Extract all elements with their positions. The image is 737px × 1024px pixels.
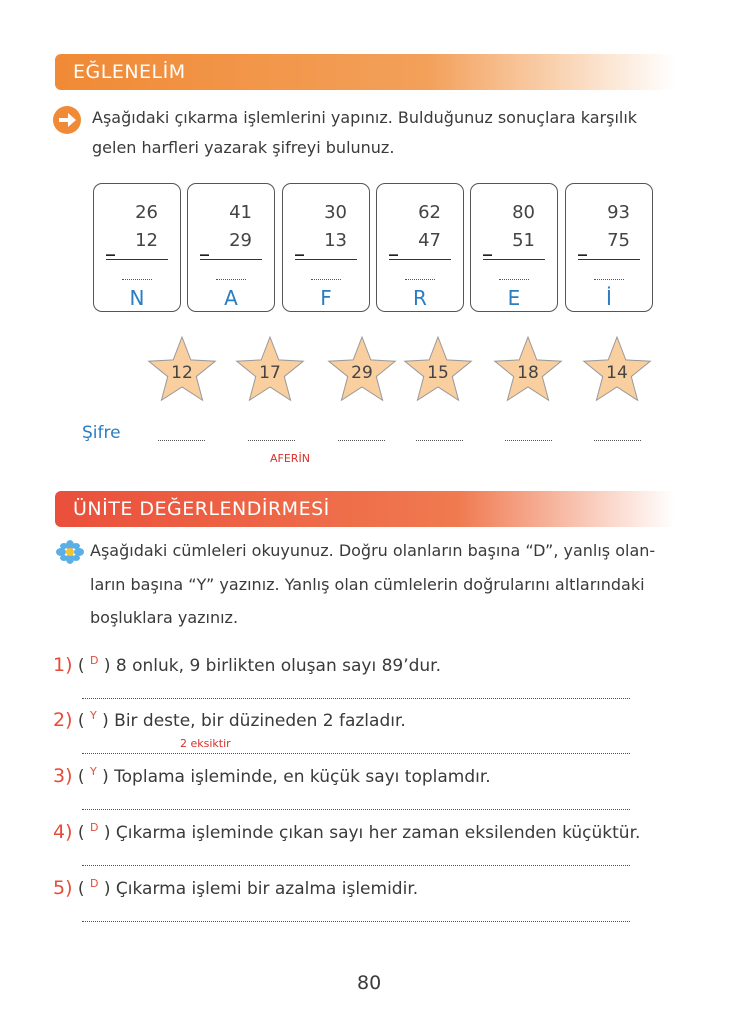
minuend: 26 <box>135 202 158 223</box>
result-line <box>483 259 545 260</box>
instruction-line-1: Aşağıdaki cümleleri okuyunuz. Doğru olanların başına “D”, yanlış olan- <box>90 541 656 560</box>
subtrahend: 12 <box>135 230 158 251</box>
item-number: 3) <box>53 765 73 787</box>
number-star <box>402 335 474 403</box>
result-line <box>106 259 168 260</box>
star-number: 18 <box>517 363 539 383</box>
code-blank[interactable] <box>338 440 385 441</box>
card-letter: A <box>224 286 238 310</box>
card-letter: E <box>507 286 521 310</box>
subtrahend: 13 <box>324 230 347 251</box>
result-line <box>389 259 451 260</box>
card-letter: R <box>413 286 427 310</box>
item-number: 2) <box>53 709 73 731</box>
result-blank[interactable] <box>405 279 435 280</box>
result-blank[interactable] <box>216 279 246 280</box>
correction-blank[interactable] <box>82 809 630 810</box>
answer-mark[interactable]: D <box>89 877 99 890</box>
handwritten-correction: 2 eksiktir <box>180 737 231 750</box>
instruction-line-1: Aşağıdaki çıkarma işlemlerini yapınız. Bulduğunuz sonuçlara karşılık <box>92 108 638 127</box>
minuend: 80 <box>512 202 535 223</box>
statement-text: Bir deste, bir düzineden 2 fazladır. <box>114 711 406 731</box>
minus-sign: _ <box>200 236 209 257</box>
subtrahend: 51 <box>512 230 535 251</box>
correction-blank[interactable] <box>82 753 630 754</box>
statement-text: Çıkarma işleminde çıkan sayı her zaman eksilenden küçüktür. <box>115 823 641 843</box>
result-blank[interactable] <box>499 279 529 280</box>
statement-item: 3) ( $^Y$ ) Toplama işleminde, en küçük sayı toplamdır. <box>53 765 491 787</box>
section-header-eglenelim: EĞLENELİM <box>55 54 675 90</box>
card-letter: N <box>129 286 145 310</box>
item-number: 4) <box>53 821 73 843</box>
code-blank[interactable] <box>505 440 552 441</box>
instruction-line-3: boşluklara yazınız. <box>90 608 239 627</box>
code-blank[interactable] <box>248 440 295 441</box>
star-number: 15 <box>427 363 449 383</box>
statement-text: Çıkarma işlemi bir azalma işlemidir. <box>115 879 419 899</box>
arrow-icon <box>52 105 82 135</box>
subtraction-card <box>93 183 181 312</box>
result-line <box>200 259 262 260</box>
subtrahend: 47 <box>418 230 441 251</box>
result-line <box>295 259 357 260</box>
subtraction-card <box>282 183 370 312</box>
minus-sign: _ <box>295 236 304 257</box>
number-star <box>234 335 306 403</box>
flower-icon <box>55 540 85 564</box>
subtraction-card <box>187 183 275 312</box>
code-blank[interactable] <box>416 440 463 441</box>
handwritten-answer: AFERİN <box>270 452 310 465</box>
statement-item: 1) ( $^D$ ) 8 onluk, 9 birlikten oluşan sayı 89’dur. <box>53 654 442 676</box>
result-blank[interactable] <box>122 279 152 280</box>
minuend: 62 <box>418 202 441 223</box>
answer-mark[interactable]: D <box>89 821 99 834</box>
minus-sign: _ <box>389 236 398 257</box>
page-number: 80 <box>357 972 382 994</box>
star-number: 17 <box>259 363 281 383</box>
code-blank[interactable] <box>158 440 205 441</box>
subtraction-card <box>565 183 653 312</box>
statement-text: Toplama işleminde, en küçük sayı toplamdır. <box>114 767 491 787</box>
sifre-label: Şifre <box>82 423 121 443</box>
subtraction-card <box>376 183 464 312</box>
minuend: 30 <box>324 202 347 223</box>
subtrahend: 75 <box>607 230 630 251</box>
statement-item: 5) ( $^D$ ) Çıkarma işlemi bir azalma işlemidir. <box>53 877 419 899</box>
number-star <box>326 335 398 403</box>
minuend: 41 <box>229 202 252 223</box>
correction-blank[interactable] <box>82 865 630 866</box>
number-star <box>581 335 653 403</box>
item-number: 5) <box>53 877 73 899</box>
result-line <box>578 259 640 260</box>
card-letter: F <box>320 286 332 310</box>
star-number: 14 <box>606 363 628 383</box>
item-number: 1) <box>53 654 73 676</box>
subtraction-card <box>470 183 558 312</box>
instruction-line-2: gelen harfleri yazarak şifreyi bulunuz. <box>92 138 395 157</box>
minuend: 93 <box>607 202 630 223</box>
minus-sign: _ <box>106 236 115 257</box>
correction-blank[interactable] <box>82 921 630 922</box>
minus-sign: _ <box>578 236 587 257</box>
result-blank[interactable] <box>311 279 341 280</box>
answer-mark[interactable]: Y <box>89 765 97 778</box>
star-number: 29 <box>351 363 373 383</box>
correction-blank[interactable] <box>82 698 630 699</box>
statement-text: 8 onluk, 9 birlikten oluşan sayı 89’dur. <box>115 656 442 676</box>
result-blank[interactable] <box>594 279 624 280</box>
number-star <box>146 335 218 403</box>
section-header-unite-degerlendirmesi: ÜNİTE DEĞERLENDİRMESİ <box>55 491 675 527</box>
answer-mark[interactable]: D <box>89 654 99 667</box>
statement-item: 4) ( $^D$ ) Çıkarma işleminde çıkan sayı her zaman eksilenden küçüktür. <box>53 821 641 843</box>
star-number: 12 <box>171 363 193 383</box>
minus-sign: _ <box>483 236 492 257</box>
card-letter: İ <box>606 286 612 310</box>
code-blank[interactable] <box>594 440 641 441</box>
instruction-line-2: ların başına “Y” yazınız. Yanlış olan cümlelerin doğrularını altlarındaki <box>90 575 645 594</box>
subtrahend: 29 <box>229 230 252 251</box>
answer-mark[interactable]: Y <box>89 709 97 722</box>
statement-item: 2) ( $^Y$ ) Bir deste, bir düzineden 2 fazladır. <box>53 709 406 731</box>
number-star <box>492 335 564 403</box>
